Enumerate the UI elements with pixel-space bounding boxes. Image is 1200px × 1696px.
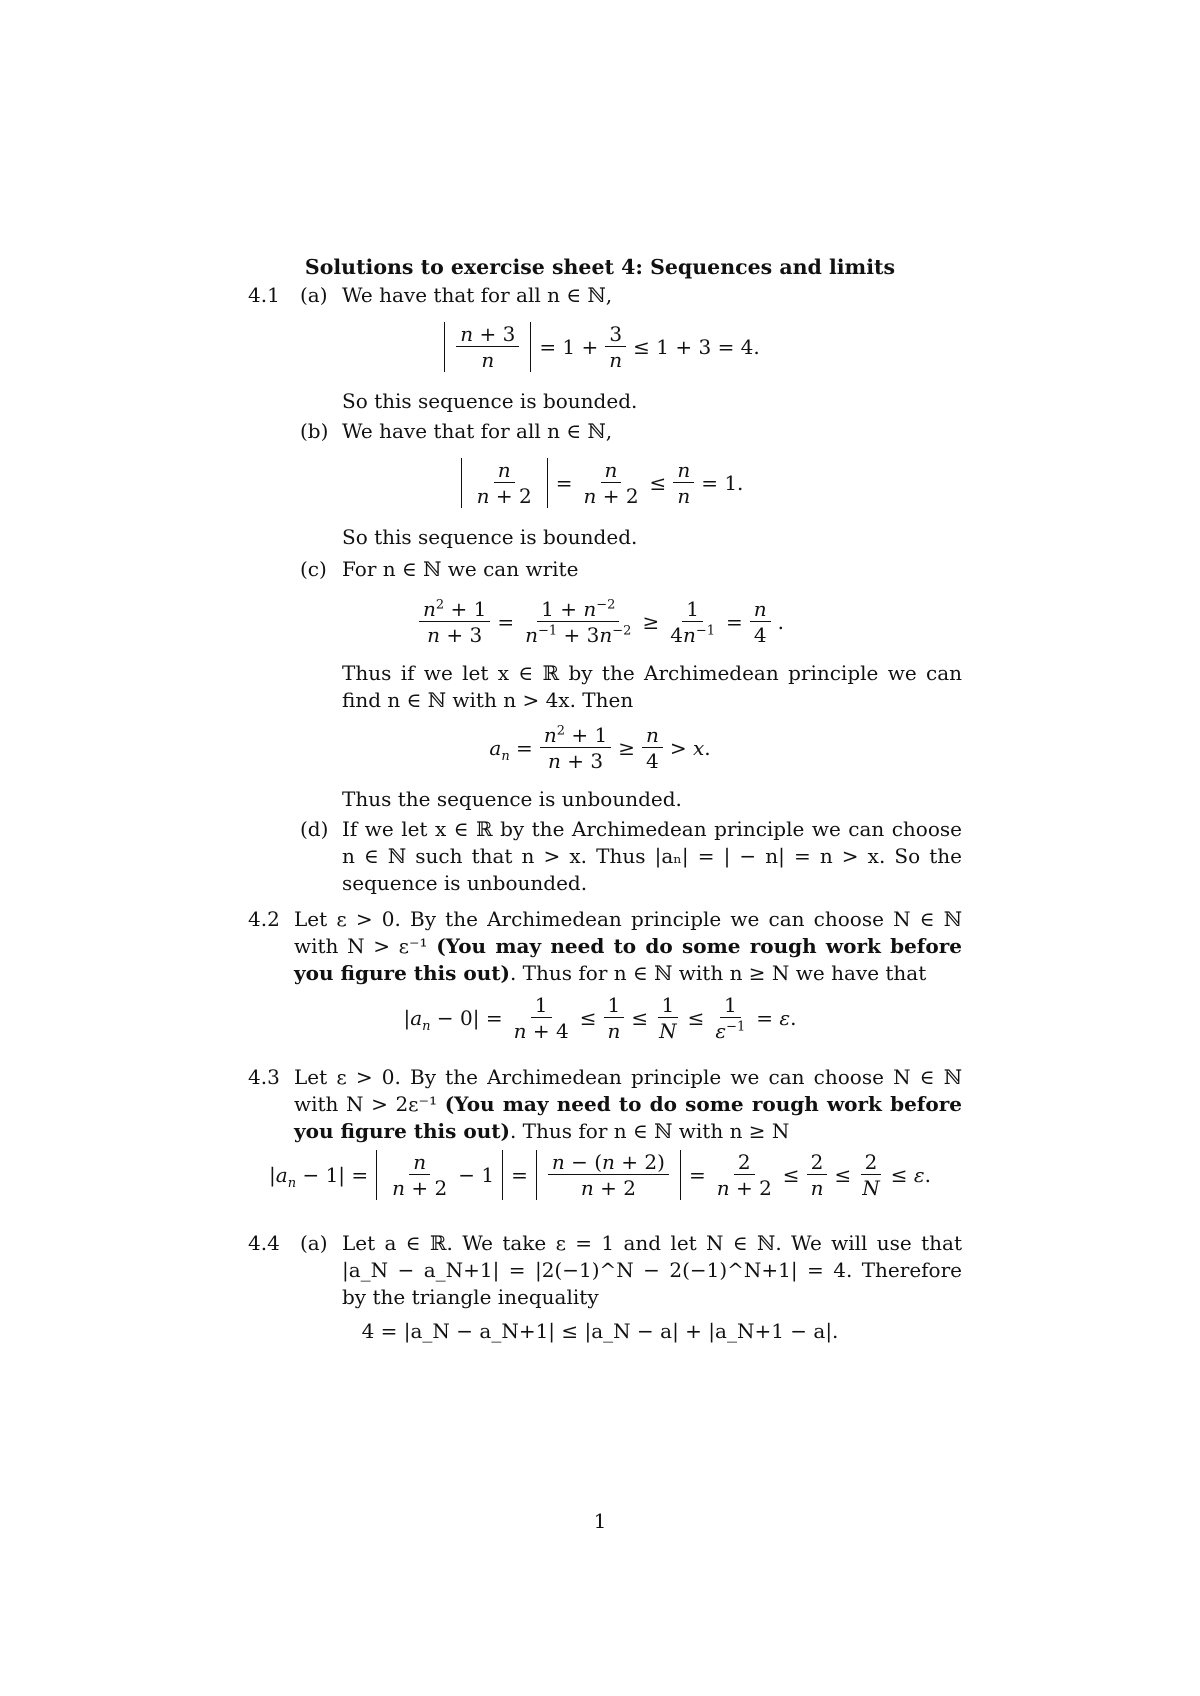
part-label-4-1-a: (a) <box>300 283 328 307</box>
problem-number-4-4: 4.4 <box>248 1231 280 1255</box>
equation-4-1-b: $\frac{n}{n + 2}$ = $\frac{n}{n + 2}$ ≤ $\frac{n}{n}$ = 1. <box>0 458 1200 515</box>
equation-4-1-c-then: $a_n$ = $\frac{n^2 + 1}{n + 3}$ ≥ $\frac{n}{4}$ > x. <box>489 723 711 773</box>
text-4-3-hint: (You may need to do some rough work before you figure this out) <box>294 1092 963 1143</box>
text-4-1-b-intro: We have that for all n ∈ ℕ, <box>342 419 613 443</box>
text-4-2-end: . Thus for n ∈ ℕ with n ≥ N we have that <box>509 961 927 985</box>
equation-4-1-a: $\frac{n + 3}{n}$ = 1 + $\frac{3}{n}$ ≤ 1 + 3 = 4. <box>0 322 1200 379</box>
text-4-4-a: Let a ∈ ℝ. We take ε = 1 and let N ∈ ℕ. We will use that |a_N − a_N+1| = |2(−1)^N − 2(−1)^N+1| = 4. Therefore by the triangle inequality <box>342 1231 962 1309</box>
equation-4-4-a: 4 = |a_N − a_N+1| ≤ |a_N − a| + |a_N+1 − a|. <box>361 1319 839 1343</box>
text-4-1-c-intro: For n ∈ ℕ we can write <box>342 557 579 581</box>
page-number: 1 <box>593 1509 607 1533</box>
equation-4-3: $|a_n - 1|$ = $\frac{n}{n + 2}$ − 1 = $\frac{n - (n + 2)}{n + 2}$ = $\frac{2}{n + 2}$ ≤ $\frac{2}{n}$ ≤ $\frac{2}{N}$ ≤ ε. <box>269 1150 931 1200</box>
text-4-1-c-archimedean: Thus if we let x ∈ ℝ by the Archimedean principle we can find n ∈ ℕ with n > 4x. Then <box>342 661 962 712</box>
part-label-4-1-c: (c) <box>300 557 327 581</box>
equation-4-2: $|a_n - 0|$ = $\frac{1}{n + 4}$ ≤ $\frac{1}{n}$ ≤ $\frac{1}{N}$ ≤ $\frac{1}{\varepsilon^{-1}}$ = ε. <box>403 993 797 1043</box>
text-4-1-d: If we let x ∈ ℝ by the Archimedean principle we can choose n ∈ ℕ such that n > x. Thus |aₙ| = | − n| = n > x. So the sequence is unbounded. <box>342 817 962 895</box>
part-label-4-4-a: (a) <box>300 1231 328 1255</box>
text-4-1-b-conclusion: So this sequence is bounded. <box>342 525 638 549</box>
text-4-3-end: . Thus for n ∈ ℕ with n ≥ N <box>509 1119 790 1143</box>
text-4-3-start: Let ε > 0. By the Archimedean principle we can choose N ∈ ℕ with N > 2ε⁻¹ <box>294 1065 962 1116</box>
part-label-4-1-d: (d) <box>300 817 329 841</box>
text-4-1-a-intro: We have that for all n ∈ ℕ, <box>342 283 613 307</box>
text-4-1-a-conclusion: So this sequence is bounded. <box>342 389 638 413</box>
problem-number-4-2: 4.2 <box>248 907 280 931</box>
equation-4-1-c: $\frac{n^2 + 1}{n + 3}$ = $\frac{1 + n^{-2}}{n^{-1} + 3n^{-2}}$ ≥ $\frac{1}{4n^{-1}}$ = $\frac{n}{4}$ . <box>0 596 1200 646</box>
text-4-2-hint: (You may need to do some rough work before you figure this out) <box>294 934 963 985</box>
problem-number-4-3: 4.3 <box>248 1065 280 1089</box>
page-title: Solutions to exercise sheet 4: Sequences and limits <box>304 255 896 279</box>
part-label-4-1-b: (b) <box>300 419 329 443</box>
text-4-2 <box>294 906 962 987</box>
text-4-1-c-conclusion: Thus the sequence is unbounded. <box>342 787 682 811</box>
text-4-2-start: Let ε > 0. By the Archimedean principle we can choose N ∈ ℕ with N > ε⁻¹ <box>294 907 962 958</box>
problem-number-4-1: 4.1 <box>248 283 280 307</box>
text-4-3 <box>294 1064 962 1145</box>
